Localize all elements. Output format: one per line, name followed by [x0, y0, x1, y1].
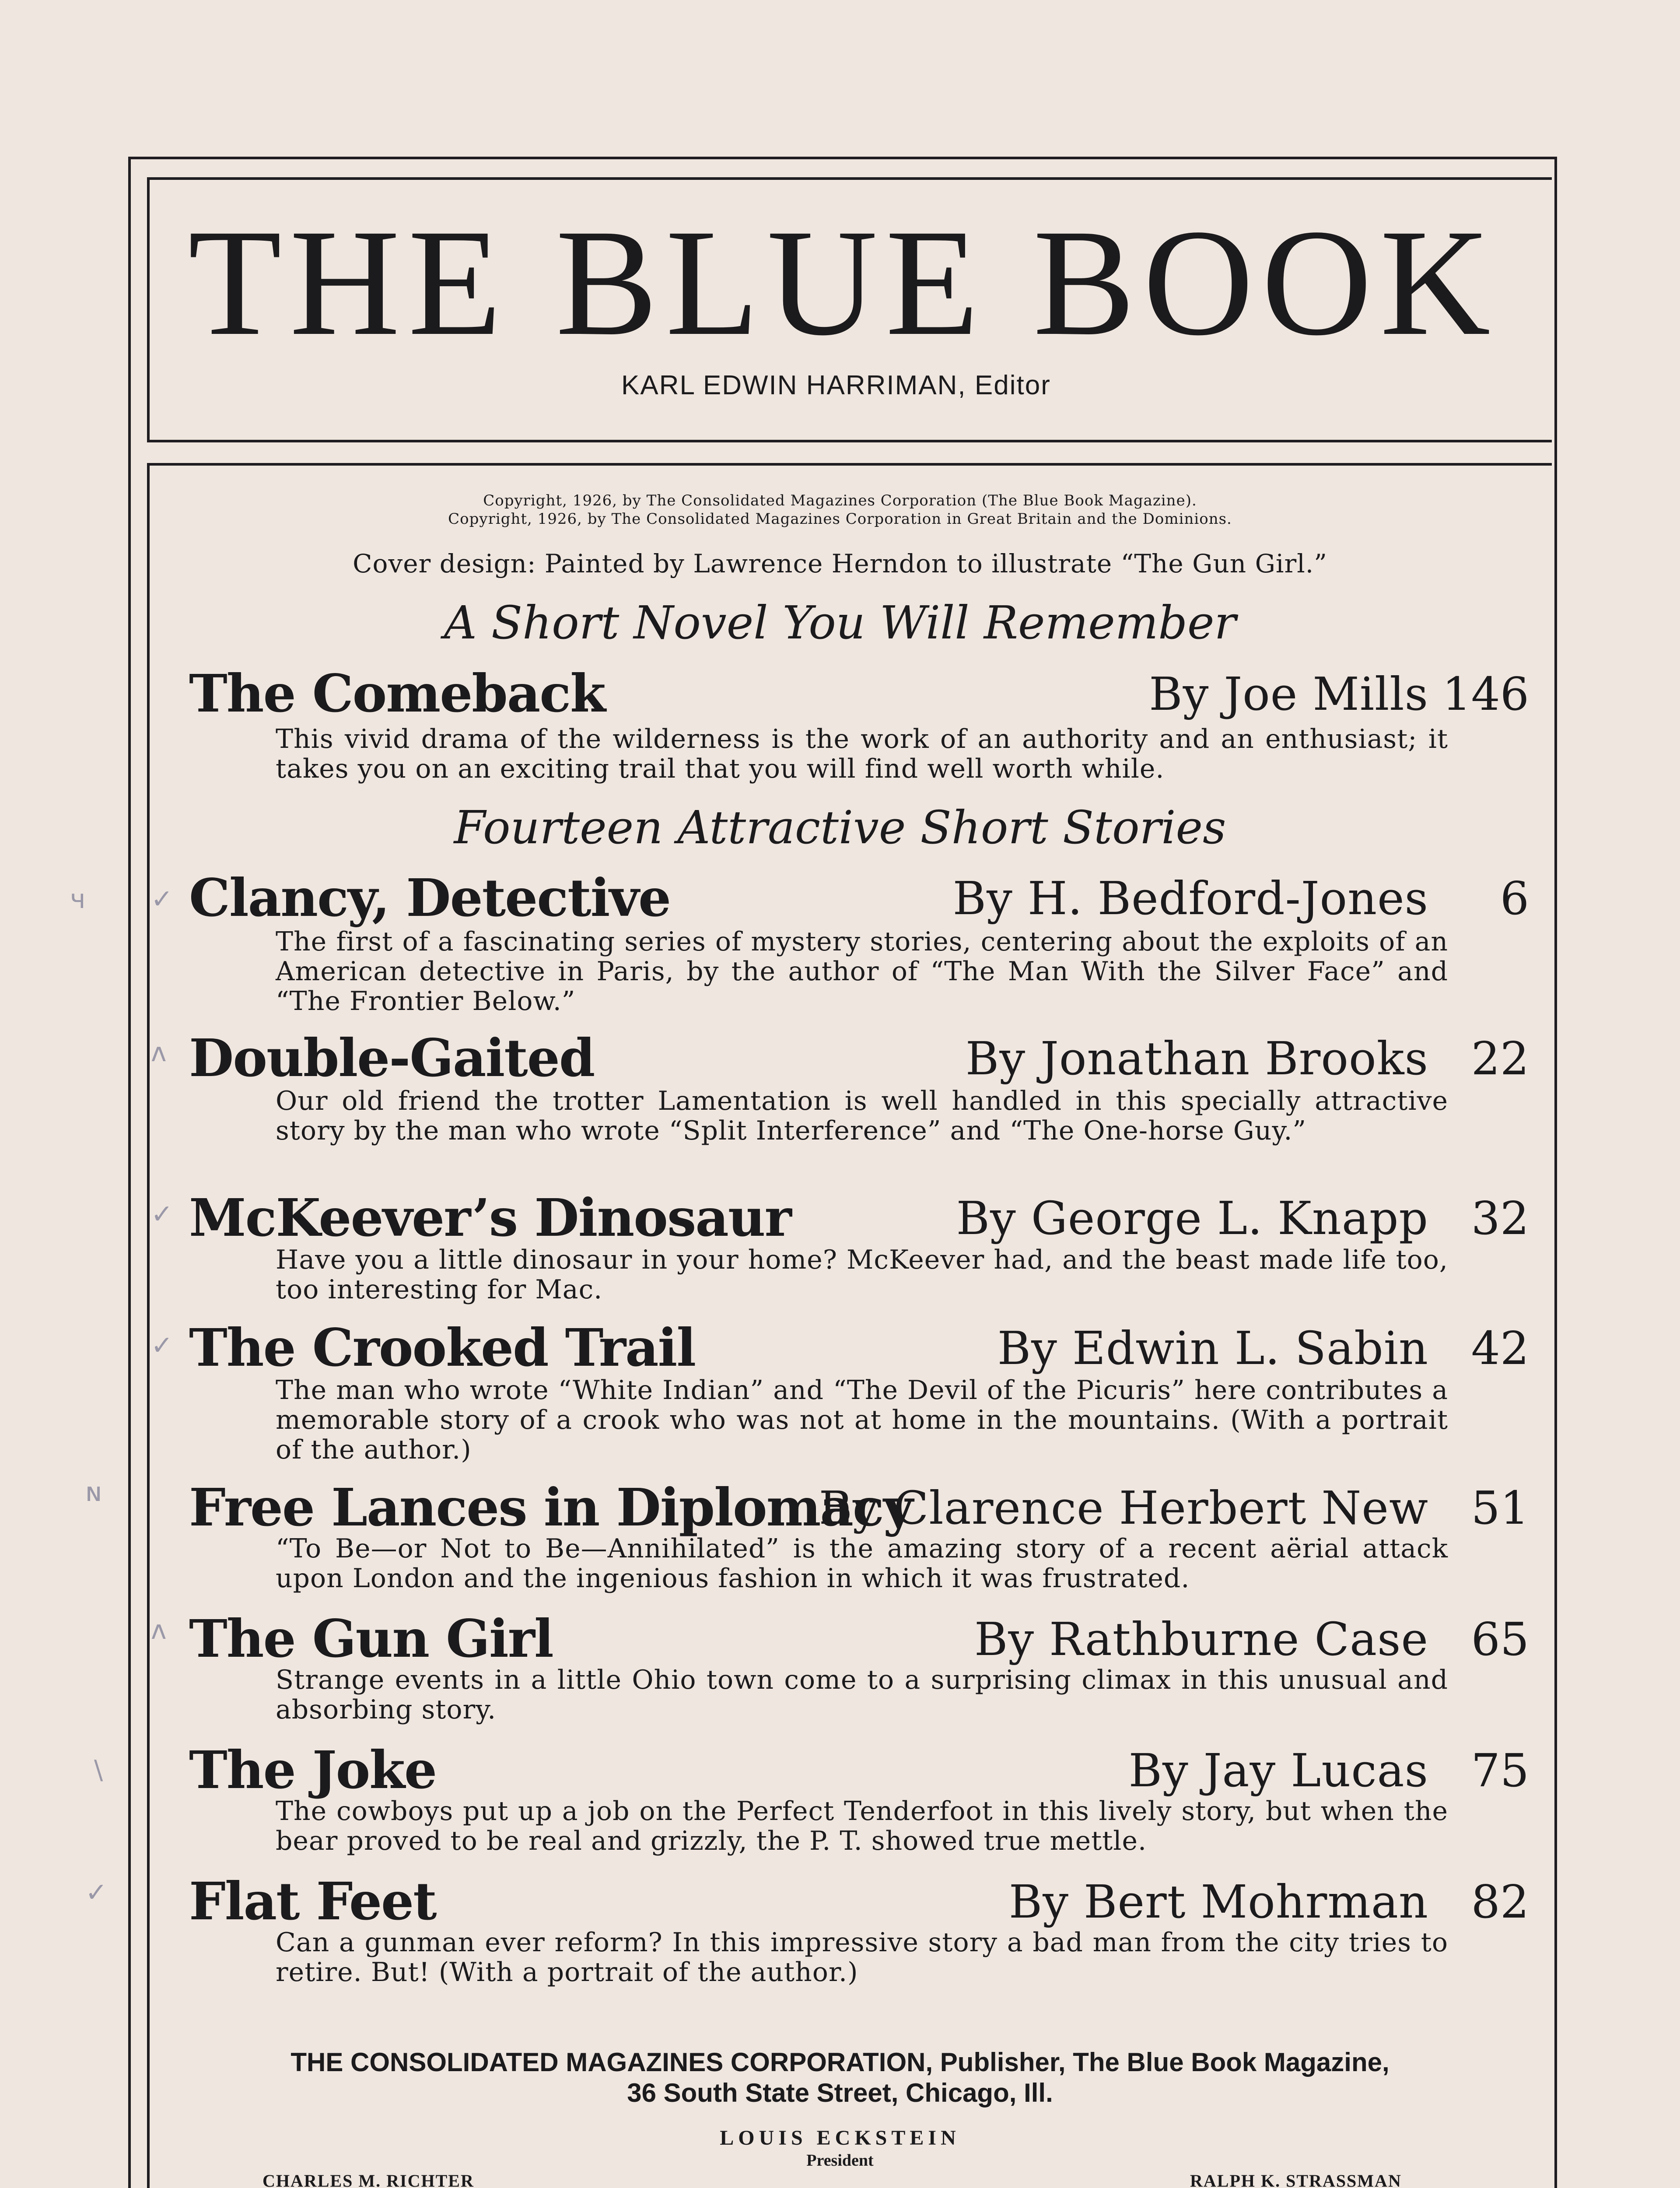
story-description: The man who wrote “White Indian” and “The Devil of the Picuris” here contributes a memorable story of a crook who was not at home in the mountains. (With a portrait of the author.) — [276, 1375, 1448, 1465]
story-description: Have you a little dinosaur in your home? McKeever had, and the beast made life too, too interesting for Mac. — [276, 1245, 1448, 1305]
story-title[interactable]: Clancy, Detective — [189, 867, 671, 928]
copyright-line-2: Copyright, 1926, by The Consolidated Magazines Corporation in Great Britain and the Dominions. — [448, 510, 1232, 528]
story-description: The first of a fascinating series of mystery stories, centering about the exploits of an American detective in Paris, by the author of “The Man With the Silver Face” and “The Frontier Below.” — [276, 926, 1448, 1017]
pencil-mark: ʌ — [151, 1615, 167, 1645]
publisher-line-1: THE CONSOLIDATED MAGAZINES CORPORATION, Publisher, The Blue Book Magazine, — [290, 2048, 1390, 2077]
pencil-mark: ✓ — [151, 1199, 173, 1230]
masthead-rule-bottom — [147, 440, 1552, 442]
story-title[interactable]: Free Lances in Diplomacy — [189, 1477, 913, 1538]
section-heading-novel: A Short Novel You Will Remember — [444, 596, 1236, 649]
story-author: By Clarence Herbert New — [819, 1481, 1428, 1535]
story-page-number: 6 — [1500, 872, 1529, 925]
story-page-number: 146 — [1442, 667, 1529, 721]
section-heading-short-stories: Fourteen Attractive Short Stories — [454, 801, 1226, 854]
story-page-number: 42 — [1471, 1322, 1529, 1375]
story-title[interactable]: McKeever’s Dinosaur — [189, 1187, 791, 1248]
pencil-mark: ✓ — [151, 884, 173, 915]
publisher-line-2: 36 South State Street, Chicago, Ill. — [627, 2078, 1053, 2107]
magazine-title: THE BLUE BOOK — [188, 197, 1498, 367]
story-author: By H. Bedford-Jones — [952, 872, 1428, 925]
copyright-line-1: Copyright, 1926, by The Consolidated Magazines Corporation (The Blue Book Magazine). — [483, 492, 1197, 509]
story-description: Strange events in a little Ohio town come to a surprising climax in this unusual and absorbing story. — [276, 1665, 1448, 1725]
story-page-number: 51 — [1471, 1481, 1529, 1535]
story-page-number: 22 — [1471, 1032, 1529, 1085]
story-author: By Jay Lucas — [1128, 1744, 1428, 1797]
masthead-rule-left — [147, 177, 150, 442]
cover-design-credit: Cover design: Painted by Lawrence Herndon to illustrate “The Gun Girl.” — [353, 549, 1327, 579]
story-title[interactable]: The Gun Girl — [189, 1608, 553, 1669]
story-author: By George L. Knapp — [956, 1192, 1428, 1245]
vp2-name: RALPH K. STRASSMAN — [1190, 2171, 1402, 2188]
contents-rule-top — [147, 463, 1552, 466]
story-description: Can a gunman ever reform? In this impressive story a bad man from the city tries to retire. But! (With a portrait of the author.) — [276, 1927, 1448, 1988]
story-description: “To Be—or Not to Be—Annihilated” is the amazing story of a recent aërial attack upon London and the ingenious fashion in which it was frustrated. — [276, 1533, 1448, 1594]
pencil-mark: ✓ — [85, 1877, 108, 1908]
story-title[interactable]: The Joke — [189, 1739, 437, 1800]
story-author: By Bert Mohrman — [1008, 1875, 1428, 1929]
pencil-mark: ɴ — [85, 1477, 102, 1508]
story-page-number: 65 — [1471, 1613, 1529, 1666]
story-page-number: 75 — [1471, 1744, 1529, 1797]
pencil-mark: \ — [94, 1755, 103, 1785]
story-description: This vivid drama of the wilderness is the work of an authority and an enthusiast; it takes you on an exciting trail that you will find well worth while. — [276, 724, 1448, 784]
contents-rule-left — [147, 463, 150, 2188]
story-author: By Joe Mills — [1149, 667, 1428, 721]
editor-credit: KARL EDWIN HARRIMAN, Editor — [621, 370, 1051, 400]
story-page-number: 32 — [1471, 1192, 1529, 1245]
story-title[interactable]: The Crooked Trail — [189, 1317, 696, 1378]
story-description: The cowboys put up a job on the Perfect Tenderfoot in this lively story, but when the bear proved to be real and grizzly, the P. T. showed true mettle. — [276, 1796, 1448, 1856]
masthead-rule-top — [147, 177, 1552, 180]
story-page-number: 82 — [1471, 1875, 1529, 1929]
story-title[interactable]: Flat Feet — [189, 1871, 436, 1932]
pencil-mark: ✓ — [151, 1330, 173, 1361]
story-title[interactable]: The Comeback — [189, 663, 605, 724]
story-author: By Jonathan Brooks — [965, 1032, 1428, 1085]
pencil-mark: ч — [70, 884, 86, 915]
pencil-mark: ʌ — [151, 1037, 167, 1068]
president-title: President — [806, 2151, 874, 2170]
story-title[interactable]: Double-Gaited — [189, 1027, 595, 1088]
story-description: Our old friend the trotter Lamentation is well handled in this specially attractive story by the man who wrote “Split Interference” and “The One-horse Guy.” — [276, 1086, 1448, 1146]
president-name: LOUIS ECKSTEIN — [720, 2126, 960, 2149]
story-author: By Rathburne Case — [974, 1613, 1428, 1666]
story-author: By Edwin L. Sabin — [997, 1322, 1428, 1375]
